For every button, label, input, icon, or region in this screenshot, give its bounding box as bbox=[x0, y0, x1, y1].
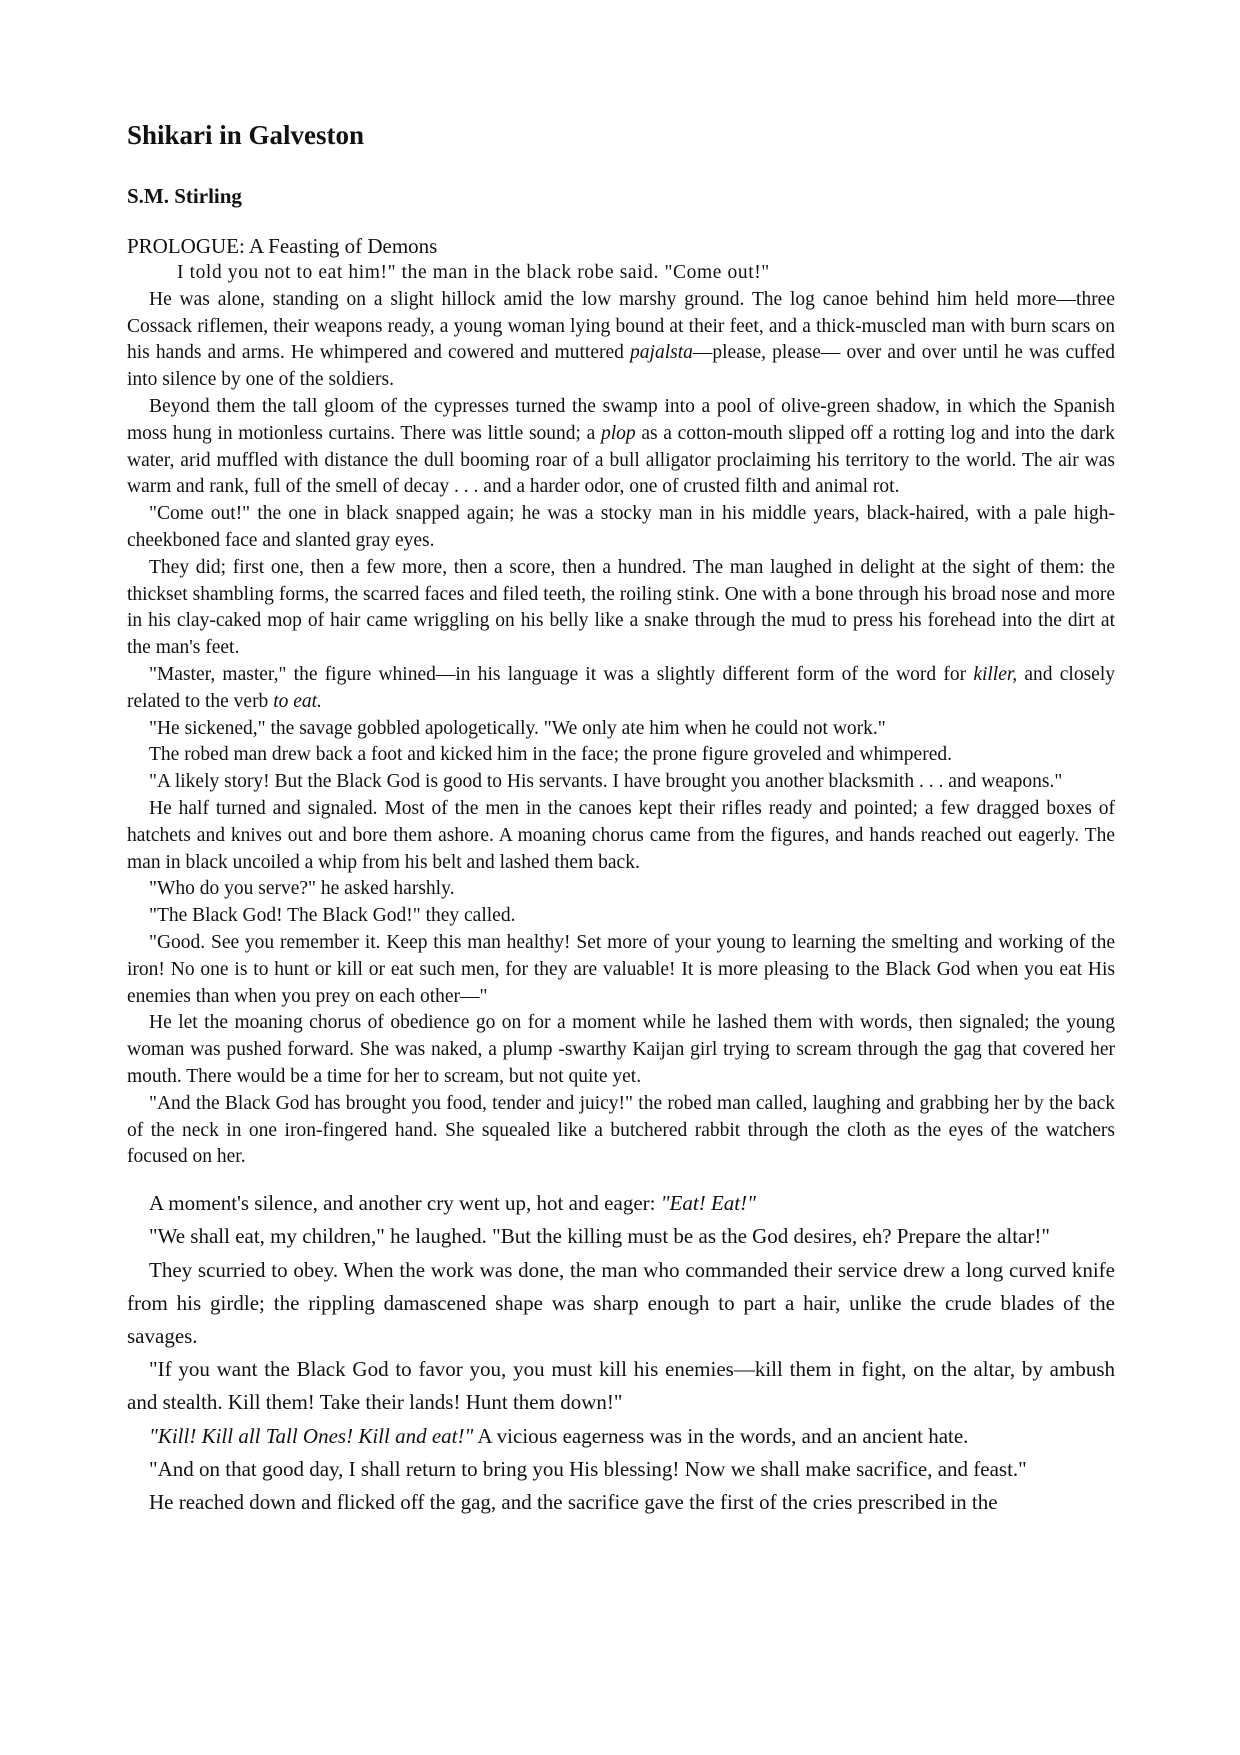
italic-text: killer, bbox=[973, 663, 1018, 685]
paragraph-text: as a cotton-mouth slipped off a rotting log and into the dark water, arid muffled with distance the dull booming roar of a bull alligator proclaiming his territory to the world. The air was warm and rank, full of the smell of decay . . . and a harder odor, one of crusted filth and animal rot. bbox=[127, 422, 1115, 498]
paragraph bbox=[127, 287, 1115, 394]
paragraph-text: The robed man drew back a foot and kicked him in the face; the prone figure groveled and whimpered. bbox=[149, 744, 952, 766]
paragraph bbox=[127, 1187, 1115, 1220]
paragraph-text: "Come out!" the one in black snapped again; he was a stocky man in his middle years, black-haired, with a pale high-cheekboned face and slanted gray eyes. bbox=[127, 503, 1115, 551]
document-title: Shikari in Galveston bbox=[127, 120, 365, 150]
paragraph-text: "We shall eat, my children," he laughed. "But the killing must be as the God desires, eh? Prepare the altar!" bbox=[149, 1224, 1050, 1249]
paragraph bbox=[127, 1010, 1115, 1090]
paragraph bbox=[127, 1353, 1115, 1419]
paragraph-text: I told you not to eat him!" the man in the black robe said. "Come out!" bbox=[177, 262, 770, 283]
paragraph bbox=[127, 716, 1115, 743]
paragraph-text: He let the moaning chorus of obedience go on for a moment while he lashed them with words, then signaled; the young woman was pushed forward. She was naked, a plump -swarthy Kaijan girl trying to scream through the gag that covered her mouth. There would be a time for her to scream, but not quite yet. bbox=[127, 1012, 1115, 1087]
paragraph-text: A vicious eagerness was in the words, and an ancient hate. bbox=[473, 1423, 969, 1448]
paragraph-text: —please, please— over and over until he was cuffed into silence by one of the soldiers. bbox=[127, 342, 1115, 391]
text-section-a bbox=[127, 260, 1115, 1171]
paragraph-text: "Good. See you remember it. Keep this man healthy! Set more of your young to learning the smelting and working of the iron! No one is to hunt or kill or eat such men, for they are valuable! It is more pleasing to the Black God when you eat His enemies than when you prey on each other—" bbox=[127, 931, 1115, 1007]
italic-text: "Eat! Eat!" bbox=[660, 1191, 756, 1216]
paragraph bbox=[127, 394, 1115, 501]
paragraph bbox=[127, 555, 1115, 662]
paragraph-text: "The Black God! The Black God!" they called. bbox=[149, 905, 516, 927]
section-gap bbox=[127, 1171, 1115, 1187]
paragraph bbox=[127, 1091, 1115, 1171]
paragraph bbox=[127, 1254, 1115, 1354]
page-body bbox=[127, 115, 1115, 1519]
paragraph-text: He half turned and signaled. Most of the men in the canoes kept their rifles ready and pointed; a few dragged boxes of hatchets and knives out and bore them ashore. A moaning chorus came from the figures, and hands reached out eagerly. The man in black uncoiled a whip from his belt and lashed them back. bbox=[127, 797, 1115, 873]
author-name: S.M. Stirling bbox=[127, 184, 242, 208]
paragraph bbox=[127, 1420, 1115, 1453]
paragraph-text: "A likely story! But the Black God is good to His servants. I have brought you another blacksmith . . . and weapons." bbox=[149, 771, 1063, 793]
paragraph-text: "And the Black God has brought you food, tender and juicy!" the robed man called, laughing and grabbing her by the back of the neck in one iron-fingered hand. She squealed like a butchered rabbit through the cloth as the eyes of the watchers focused on her. bbox=[127, 1092, 1115, 1168]
paragraph bbox=[127, 1486, 1115, 1519]
paragraph-text: He reached down and flicked off the gag, and the sacrifice gave the first of the cries prescribed in the bbox=[149, 1489, 998, 1514]
paragraph-text: "Master, master," the figure whined—in his language it was a slightly different form of the word for bbox=[149, 663, 974, 685]
paragraph-text: They did; first one, then a few more, then a score, then a hundred. The man laughed in delight at the sight of them: the thickset shambling forms, the scarred faces and filed teeth, the roiling stink. One with a bone through his broad nose and more in his clay-caked mop of hair came wriggling on his belly like a snake through the mud to press his forehead into the dirt at the man's feet. bbox=[127, 556, 1115, 659]
italic-text: pajalsta bbox=[630, 342, 693, 364]
paragraph bbox=[127, 662, 1115, 716]
paragraph bbox=[127, 260, 1115, 287]
paragraph-text: "And on that good day, I shall return to bring you His blessing! Now we shall make sacrifice, and feast." bbox=[149, 1456, 1027, 1481]
paragraph-text: A moment's silence, and another cry went up, hot and eager: bbox=[149, 1191, 661, 1216]
paragraph bbox=[127, 876, 1115, 903]
text-section-b bbox=[127, 1187, 1115, 1519]
paragraph-text: "He sickened," the savage gobbled apologetically. "We only ate him when he could not work." bbox=[149, 717, 886, 739]
paragraph-text: He was alone, standing on a slight hillock amid the low marshy ground. The log canoe behind him held more—three Cossack riflemen, their weapons ready, a young woman lying bound at their feet, and a thick-muscled man with burn scars on his hands and arms. He whimpered and cowered and muttered bbox=[127, 288, 1115, 364]
paragraph-text: They scurried to obey. When the work was done, the man who commanded their service drew a long curved knife from his girdle; the rippling damascened shape was sharp enough to part a hair, unlike the crude blades of the savages. bbox=[127, 1257, 1115, 1348]
paragraph-text: "If you want the Black God to favor you, you must kill his enemies—kill them in fight, on the altar, by ambush and stealth. Kill them! Take their lands! Hunt them down!" bbox=[127, 1357, 1115, 1415]
paragraph bbox=[127, 1220, 1115, 1253]
paragraph bbox=[127, 930, 1115, 1010]
paragraph bbox=[127, 501, 1115, 555]
paragraph bbox=[127, 742, 1115, 769]
paragraph-text: Beyond them the tall gloom of the cypresses turned the swamp into a pool of olive-green shadow, in which the Spanish moss hung in motionless curtains. There was little sound; a bbox=[127, 395, 1115, 444]
italic-text: "Kill! Kill all Tall Ones! Kill and eat!" bbox=[149, 1423, 474, 1448]
paragraph-text: "Who do you serve?" he asked harshly. bbox=[149, 878, 455, 900]
italic-text: plop bbox=[600, 422, 636, 444]
paragraph-text: and closely related to the verb bbox=[127, 663, 1115, 712]
paragraph bbox=[127, 1453, 1115, 1486]
prologue-heading: PROLOGUE: A Feasting of Demons bbox=[127, 234, 438, 258]
paragraph bbox=[127, 903, 1115, 930]
paragraph bbox=[127, 769, 1115, 796]
paragraph bbox=[127, 796, 1115, 876]
italic-text: to eat. bbox=[273, 690, 322, 712]
